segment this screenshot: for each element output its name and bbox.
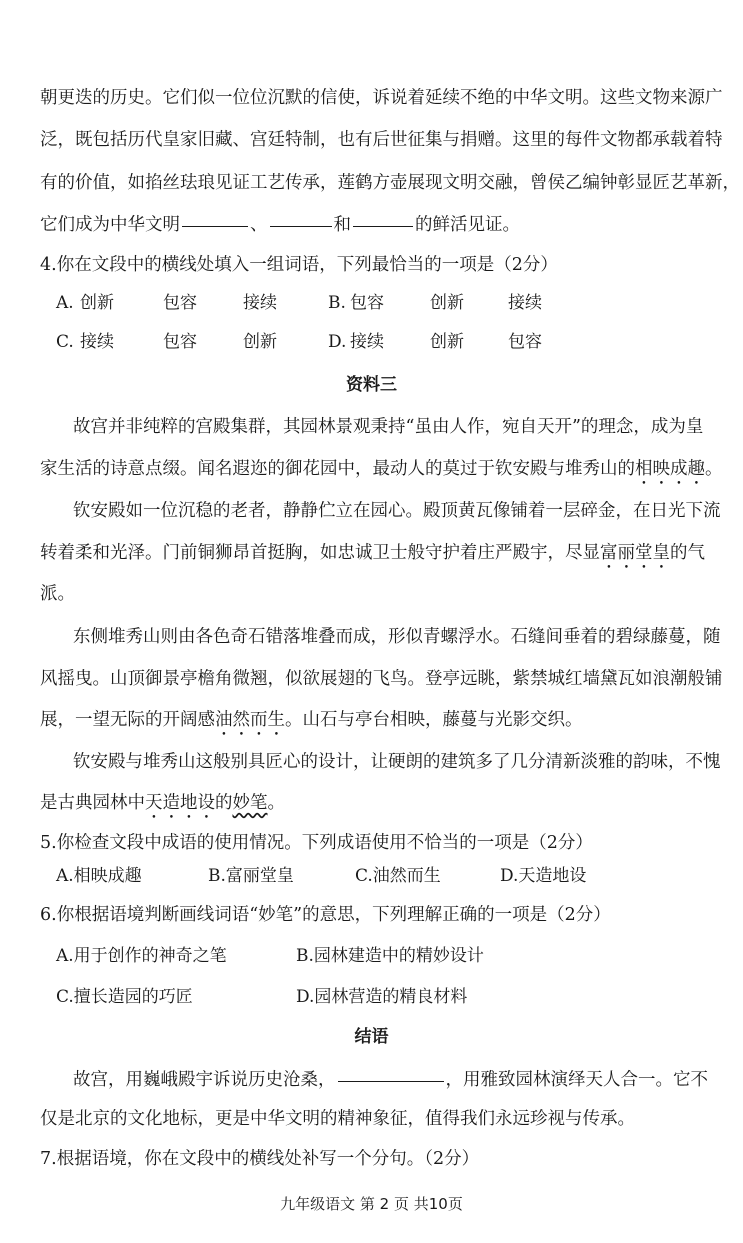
passage-text: 家生活的诗意点缀。闻名遐迩的御花园中，最动人的莫过于钦安殿与堆秀山的 [40, 459, 635, 479]
q5-option-d[interactable]: D.天造地设 [500, 866, 587, 886]
passage-line: 钦安殿如一位沉稳的老者，静静伫立在园心。殿顶黄瓦像铺着一层碎金，在日光下流 [73, 501, 721, 521]
answer-blank[interactable] [182, 225, 248, 227]
q4-option-c-word: 创新 [243, 332, 277, 352]
idiom-mark: 油然而生 [215, 710, 285, 730]
passage-line-with-blank [73, 1067, 708, 1093]
passage-text: 故宫，用巍峨殿宇诉说历史沧桑， [73, 1070, 336, 1090]
q5-option-c[interactable]: C.油然而生 [355, 866, 441, 886]
answer-blank[interactable] [353, 225, 413, 227]
passage-text: 它们成为中华文明 [40, 215, 180, 235]
q4-option-a-word: 接续 [243, 293, 277, 313]
passage-line [40, 456, 723, 489]
underlined-word: 妙笔 [232, 793, 268, 813]
passage-line: 故宫并非纯粹的宫殿集群，其园林景观秉持“虽由人作，宛自天开”的理念，成为皇 [73, 417, 704, 437]
q4-option-d-word: 接续 [350, 332, 384, 352]
question-7-stem: 7.根据语境，你在文段中的横线处补写一个分句。（2分） [40, 1149, 480, 1169]
q4-option-a-label[interactable]: A. [56, 293, 74, 313]
passage-line: 有的价值，如掐丝珐琅见证工艺传承，莲鹤方壶展现文明交融，曾侯乙编钟彰显匠艺革新， [40, 173, 740, 193]
passage-line: 风摇曳。山顶御景亭檐角微翘，似欲展翅的飞鸟。登亭远眺，紫禁城红墙黛瓦如浪潮般铺 [40, 669, 723, 689]
passage-line: 泛，既包括历代皇家旧藏、宫廷特制，也有后世征集与捐赠。这里的每件文物都承载着特 [40, 130, 723, 150]
section-heading: 资料三 [346, 375, 397, 395]
q5-option-a[interactable]: A.相映成趣 [56, 866, 142, 886]
question-4-stem: 4.你在文段中的横线处填入一组词语，下列最恰当的一项是（2分） [40, 255, 558, 275]
idiom-mark: 相映成趣 [635, 459, 705, 479]
q4-option-d-word: 创新 [430, 332, 464, 352]
answer-blank[interactable] [270, 225, 332, 227]
passage-line: 钦安殿与堆秀山这般别具匠心的设计，让硬朗的建筑多了几分清新淡雅的韵味，不愧 [73, 752, 721, 772]
q4-option-b-label[interactable]: B. [328, 293, 346, 313]
passage-line [40, 540, 705, 573]
idiom-mark: 天造地设 [145, 793, 215, 813]
passage-text: 。 [705, 459, 723, 479]
question-6-stem: 6.你根据语境判断画线词语“妙笔”的意思，下列理解正确的一项是（2分） [40, 905, 611, 925]
passage-line: 派。 [40, 584, 75, 604]
q5-option-b[interactable]: B.富丽堂皇 [208, 866, 294, 886]
q6-option-b[interactable]: B.园林建造中的精妙设计 [296, 946, 484, 966]
q4-option-c-word: 包容 [163, 332, 197, 352]
q4-option-b-word: 接续 [508, 293, 542, 313]
passage-text: 的气 [670, 543, 705, 563]
q4-option-c-word: 接续 [80, 332, 114, 352]
separator: 和 [333, 215, 351, 235]
separator: 、 [250, 215, 268, 235]
passage-text: 。 [267, 793, 285, 813]
q4-option-b-word: 创新 [430, 293, 464, 313]
passage-text: ，用雅致园林演绎天人合一。它不 [445, 1070, 708, 1090]
page-footer: 九年级语文 第 2 页 共10页 [280, 1195, 463, 1213]
passage-line [40, 790, 705, 823]
passage-text: 转着柔和光泽。门前铜狮昂首挺胸，如忠诚卫士般守护着庄严殿宇，尽显 [40, 543, 600, 563]
q4-option-a-word: 包容 [163, 293, 197, 313]
q4-option-a-word: 创新 [80, 293, 114, 313]
passage-text: 。山石与亭台相映，藤蔓与光影交织。 [285, 710, 583, 730]
answer-blank[interactable] [338, 1080, 444, 1082]
passage-text: 的鲜活见证。 [415, 215, 520, 235]
q6-option-c[interactable]: C.擅长造园的巧匠 [56, 987, 193, 1007]
passage-line-with-blanks [40, 212, 705, 238]
passage-text: 是古典园林中 [40, 793, 145, 813]
question-5-stem: 5.你检查文段中成语的使用情况。下列成语使用不恰当的一项是（2分） [40, 833, 593, 853]
idiom-mark: 富丽堂皇 [600, 543, 670, 563]
passage-text: 展，一望无际的开阔感 [40, 710, 215, 730]
passage-line: 仅是北京的文化地标，更是中华文明的精神象征，值得我们永远珍视与传承。 [40, 1109, 635, 1129]
passage-line: 东侧堆秀山则由各色奇石错落堆叠而成，形似青螺浮水。石缝间垂着的碧绿藤蔓，随 [73, 627, 721, 647]
passage-line: 朝更迭的历史。它们似一位位沉默的信使，诉说着延续不绝的中华文明。这些文物来源广 [40, 88, 723, 108]
q4-option-b-word: 包容 [350, 293, 384, 313]
section-heading: 结语 [354, 1027, 389, 1047]
q4-option-c-label[interactable]: C. [56, 332, 74, 352]
q6-option-a[interactable]: A.用于创作的神奇之笔 [56, 946, 227, 966]
passage-text: 的 [215, 793, 233, 813]
passage-line [40, 707, 705, 740]
q6-option-d[interactable]: D.园林营造的精良材料 [296, 987, 468, 1007]
q4-option-d-word: 包容 [508, 332, 542, 352]
q4-option-d-label[interactable]: D. [328, 332, 347, 352]
